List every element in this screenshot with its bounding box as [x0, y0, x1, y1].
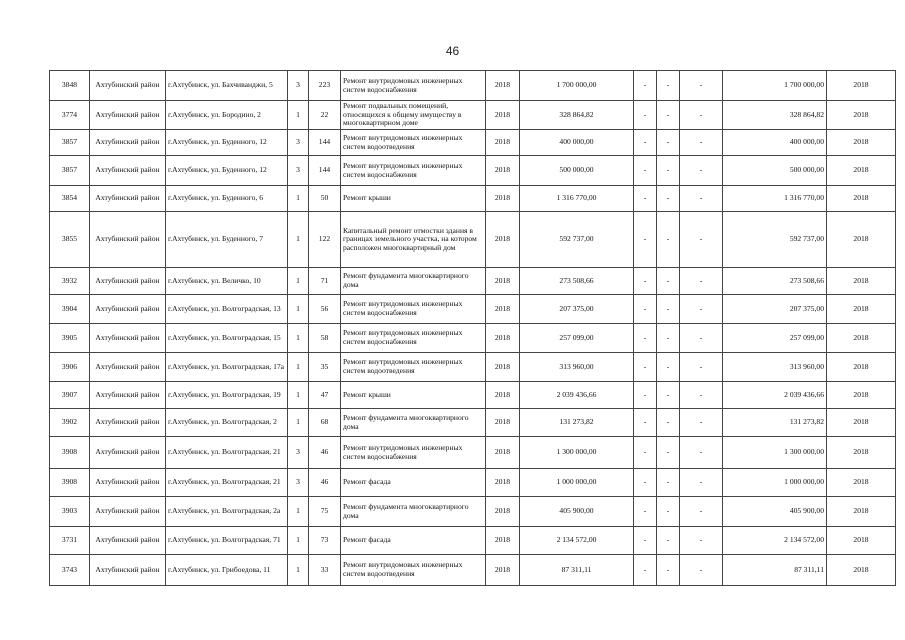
cell-completion-year: 2018 [827, 437, 896, 469]
cell-cost: 131 273,82 [520, 409, 634, 437]
cell-year: 2018 [486, 409, 520, 437]
cell-entrances: 1 [288, 295, 309, 324]
cell-work-type: Ремонт внутридомовых инженерных систем водоснабжения [341, 437, 486, 469]
cell-apartments: 73 [309, 527, 341, 555]
table-row [50, 497, 896, 527]
cell-cost-fund: 1 300 000,00 [723, 437, 827, 469]
cell-dash: - [634, 156, 657, 186]
cell-cost: 405 900,00 [520, 497, 634, 527]
cell-dash: - [680, 353, 723, 382]
cell-dash: - [680, 295, 723, 324]
cell-cost: 1 300 000,00 [520, 437, 634, 469]
cell-cost: 400 000,00 [520, 130, 634, 156]
cell-cost: 257 099,00 [520, 324, 634, 353]
cell-entrances: 1 [288, 101, 309, 130]
cell-work-type: Ремонт фундамента многоквартирного дома [341, 409, 486, 437]
cell-year: 2018 [486, 353, 520, 382]
cell-district: Ахтубинский район [90, 156, 166, 186]
cell-dash: - [634, 268, 657, 295]
cell-apartments: 71 [309, 268, 341, 295]
cell-year: 2018 [486, 469, 520, 497]
cell-completion-year: 2018 [827, 382, 896, 409]
cell-dash: - [657, 497, 680, 527]
table-row [50, 527, 896, 555]
cell-object-id: 3774 [50, 101, 90, 130]
cell-dash: - [657, 268, 680, 295]
cell-entrances: 3 [288, 71, 309, 101]
cell-cost-fund: 87 311,11 [723, 555, 827, 586]
cell-object-id: 3908 [50, 437, 90, 469]
cell-entrances: 1 [288, 555, 309, 586]
cell-object-id: 3908 [50, 469, 90, 497]
cell-cost-fund: 257 099,00 [723, 324, 827, 353]
cell-apartments: 33 [309, 555, 341, 586]
cell-cost: 207 375,00 [520, 295, 634, 324]
cell-entrances: 1 [288, 212, 309, 268]
cell-year: 2018 [486, 268, 520, 295]
cell-apartments: 122 [309, 212, 341, 268]
cell-year: 2018 [486, 156, 520, 186]
cell-cost: 1 700 000,00 [520, 71, 634, 101]
table-row [50, 130, 896, 156]
cell-work-type: Ремонт внутридомовых инженерных систем водоснабжения [341, 295, 486, 324]
cell-entrances: 3 [288, 156, 309, 186]
cell-work-type: Ремонт фасада [341, 527, 486, 555]
cell-dash: - [634, 527, 657, 555]
cell-cost-fund: 2 134 572,00 [723, 527, 827, 555]
cell-dash: - [680, 156, 723, 186]
cell-dash: - [680, 497, 723, 527]
cell-district: Ахтубинский район [90, 437, 166, 469]
cell-dash: - [634, 353, 657, 382]
cell-district: Ахтубинский район [90, 212, 166, 268]
cell-year: 2018 [486, 382, 520, 409]
cell-dash: - [634, 469, 657, 497]
cell-cost: 500 000,00 [520, 156, 634, 186]
cell-completion-year: 2018 [827, 469, 896, 497]
cell-year: 2018 [486, 71, 520, 101]
cell-entrances: 1 [288, 382, 309, 409]
cell-work-type: Ремонт подвальных помещений, относящихся к общему имуществу в многоквартирном доме [341, 101, 486, 130]
cell-year: 2018 [486, 527, 520, 555]
cell-dash: - [680, 409, 723, 437]
cell-cost-fund: 2 039 436,66 [723, 382, 827, 409]
cell-year: 2018 [486, 497, 520, 527]
cell-entrances: 1 [288, 353, 309, 382]
cell-dash: - [634, 186, 657, 212]
cell-apartments: 56 [309, 295, 341, 324]
cell-district: Ахтубинский район [90, 382, 166, 409]
cell-apartments: 46 [309, 469, 341, 497]
cell-entrances: 1 [288, 268, 309, 295]
cell-entrances: 1 [288, 324, 309, 353]
cell-dash: - [634, 130, 657, 156]
cell-object-id: 3907 [50, 382, 90, 409]
cell-dash: - [680, 437, 723, 469]
cell-dash: - [657, 353, 680, 382]
cell-object-id: 3854 [50, 186, 90, 212]
table-row [50, 101, 896, 130]
cell-entrances: 1 [288, 409, 309, 437]
cell-completion-year: 2018 [827, 101, 896, 130]
cell-dash: - [657, 71, 680, 101]
cell-district: Ахтубинский район [90, 101, 166, 130]
table-row [50, 212, 896, 268]
cell-address: г.Ахтубинск, ул. Бахчиванджи, 5 [166, 71, 288, 101]
cell-cost: 1 316 770,00 [520, 186, 634, 212]
cell-dash: - [657, 212, 680, 268]
cell-dash: - [680, 382, 723, 409]
cell-year: 2018 [486, 437, 520, 469]
cell-address: г.Ахтубинск, ул. Волгоградская, 13 [166, 295, 288, 324]
cell-object-id: 3857 [50, 130, 90, 156]
table-row [50, 268, 896, 295]
cell-cost-fund: 131 273,82 [723, 409, 827, 437]
cell-district: Ахтубинский район [90, 295, 166, 324]
cell-cost: 313 960,00 [520, 353, 634, 382]
table-row [50, 555, 896, 586]
cell-address: г.Ахтубинск, ул. Волгоградская, 2 [166, 409, 288, 437]
cell-completion-year: 2018 [827, 156, 896, 186]
cell-year: 2018 [486, 324, 520, 353]
cell-cost: 2 039 436,66 [520, 382, 634, 409]
cell-object-id: 3848 [50, 71, 90, 101]
cell-work-type: Ремонт внутридомовых инженерных систем водоснабжения [341, 324, 486, 353]
cell-completion-year: 2018 [827, 268, 896, 295]
cell-dash: - [634, 497, 657, 527]
cell-address: г.Ахтубинск, ул. Буденного, 7 [166, 212, 288, 268]
cell-work-type: Ремонт фасада [341, 469, 486, 497]
cell-dash: - [680, 212, 723, 268]
cell-entrances: 3 [288, 469, 309, 497]
cell-work-type: Ремонт фундамента многоквартирного дома [341, 497, 486, 527]
cell-completion-year: 2018 [827, 497, 896, 527]
page-number: 46 [445, 44, 460, 58]
cell-year: 2018 [486, 130, 520, 156]
cell-completion-year: 2018 [827, 295, 896, 324]
cell-entrances: 1 [288, 186, 309, 212]
cell-cost: 1 000 000,00 [520, 469, 634, 497]
cell-dash: - [634, 382, 657, 409]
cell-dash: - [680, 324, 723, 353]
table-body [50, 71, 896, 586]
cell-dash: - [657, 324, 680, 353]
cell-year: 2018 [486, 212, 520, 268]
table-row [50, 409, 896, 437]
cell-address: г.Ахтубинск, ул. Волгоградская, 17а [166, 353, 288, 382]
cell-entrances: 1 [288, 527, 309, 555]
cell-work-type: Ремонт внутридомовых инженерных систем водоотведения [341, 353, 486, 382]
cell-cost-fund: 592 737,00 [723, 212, 827, 268]
cell-dash: - [680, 469, 723, 497]
cell-dash: - [634, 101, 657, 130]
cell-dash: - [634, 212, 657, 268]
cell-address: г.Ахтубинск, ул. Волгоградская, 15 [166, 324, 288, 353]
cell-cost-fund: 1 700 000,00 [723, 71, 827, 101]
cell-apartments: 68 [309, 409, 341, 437]
cell-district: Ахтубинский район [90, 469, 166, 497]
cell-dash: - [634, 71, 657, 101]
cell-address: г.Ахтубинск, ул. Величко, 10 [166, 268, 288, 295]
cell-dash: - [680, 130, 723, 156]
cell-apartments: 46 [309, 437, 341, 469]
cell-cost-fund: 1 000 000,00 [723, 469, 827, 497]
cell-district: Ахтубинский район [90, 497, 166, 527]
cell-dash: - [657, 382, 680, 409]
cell-cost-fund: 400 000,00 [723, 130, 827, 156]
cell-object-id: 3906 [50, 353, 90, 382]
cell-dash: - [680, 268, 723, 295]
cell-district: Ахтубинский район [90, 324, 166, 353]
cell-dash: - [657, 555, 680, 586]
cell-district: Ахтубинский район [90, 527, 166, 555]
cell-dash: - [657, 101, 680, 130]
repair-schedule-table [49, 70, 896, 586]
cell-address: г.Ахтубинск, ул. Буденного, 6 [166, 186, 288, 212]
cell-apartments: 144 [309, 130, 341, 156]
cell-dash: - [634, 409, 657, 437]
table-row [50, 71, 896, 101]
cell-apartments: 35 [309, 353, 341, 382]
cell-address: г.Ахтубинск, ул. Бородино, 2 [166, 101, 288, 130]
cell-address: г.Ахтубинск, ул. Волгоградская, 71 [166, 527, 288, 555]
cell-completion-year: 2018 [827, 555, 896, 586]
cell-completion-year: 2018 [827, 353, 896, 382]
cell-cost-fund: 328 864,82 [723, 101, 827, 130]
cell-year: 2018 [486, 555, 520, 586]
cell-apartments: 144 [309, 156, 341, 186]
cell-district: Ахтубинский район [90, 409, 166, 437]
cell-completion-year: 2018 [827, 409, 896, 437]
cell-dash: - [657, 469, 680, 497]
table-row [50, 156, 896, 186]
cell-cost-fund: 207 375,00 [723, 295, 827, 324]
cell-address: г.Ахтубинск, ул. Волгоградская, 21 [166, 437, 288, 469]
cell-cost: 2 134 572,00 [520, 527, 634, 555]
cell-dash: - [634, 324, 657, 353]
cell-dash: - [680, 71, 723, 101]
cell-work-type: Ремонт внутридомовых инженерных систем водоотведения [341, 555, 486, 586]
table-row [50, 324, 896, 353]
cell-object-id: 3904 [50, 295, 90, 324]
cell-dash: - [680, 527, 723, 555]
cell-cost: 592 737,00 [520, 212, 634, 268]
cell-address: г.Ахтубинск, ул. Буденного, 12 [166, 130, 288, 156]
cell-work-type: Ремонт внутридомовых инженерных систем водоснабжения [341, 71, 486, 101]
cell-object-id: 3932 [50, 268, 90, 295]
cell-apartments: 22 [309, 101, 341, 130]
cell-year: 2018 [486, 186, 520, 212]
cell-dash: - [657, 156, 680, 186]
cell-completion-year: 2018 [827, 212, 896, 268]
cell-apartments: 223 [309, 71, 341, 101]
cell-work-type: Ремонт фундамента многоквартирного дома [341, 268, 486, 295]
cell-dash: - [634, 555, 657, 586]
cell-address: г.Ахтубинск, ул. Грибоедова, 11 [166, 555, 288, 586]
cell-dash: - [657, 186, 680, 212]
cell-address: г.Ахтубинск, ул. Волгоградская, 19 [166, 382, 288, 409]
cell-district: Ахтубинский район [90, 71, 166, 101]
cell-work-type: Ремонт крыши [341, 186, 486, 212]
cell-cost-fund: 273 508,66 [723, 268, 827, 295]
cell-entrances: 3 [288, 437, 309, 469]
cell-year: 2018 [486, 101, 520, 130]
cell-object-id: 3905 [50, 324, 90, 353]
cell-object-id: 3731 [50, 527, 90, 555]
cell-dash: - [634, 437, 657, 469]
cell-object-id: 3857 [50, 156, 90, 186]
cell-object-id: 3743 [50, 555, 90, 586]
table-row [50, 382, 896, 409]
cell-dash: - [657, 437, 680, 469]
cell-dash: - [657, 130, 680, 156]
cell-object-id: 3902 [50, 409, 90, 437]
cell-object-id: 3903 [50, 497, 90, 527]
cell-dash: - [657, 409, 680, 437]
cell-dash: - [680, 186, 723, 212]
cell-district: Ахтубинский район [90, 353, 166, 382]
cell-object-id: 3855 [50, 212, 90, 268]
cell-completion-year: 2018 [827, 130, 896, 156]
cell-completion-year: 2018 [827, 71, 896, 101]
cell-cost-fund: 500 000,00 [723, 156, 827, 186]
cell-cost: 87 311,11 [520, 555, 634, 586]
cell-completion-year: 2018 [827, 324, 896, 353]
cell-dash: - [657, 295, 680, 324]
cell-cost-fund: 313 960,00 [723, 353, 827, 382]
cell-cost-fund: 405 900,00 [723, 497, 827, 527]
cell-address: г.Ахтубинск, ул. Буденного, 12 [166, 156, 288, 186]
cell-dash: - [634, 295, 657, 324]
cell-cost: 328 864,82 [520, 101, 634, 130]
cell-district: Ахтубинский район [90, 555, 166, 586]
table-row [50, 353, 896, 382]
cell-dash: - [680, 101, 723, 130]
cell-completion-year: 2018 [827, 186, 896, 212]
table-row [50, 295, 896, 324]
cell-district: Ахтубинский район [90, 268, 166, 295]
cell-entrances: 3 [288, 130, 309, 156]
cell-completion-year: 2018 [827, 527, 896, 555]
cell-work-type: Капитальный ремонт отмостки здания в границах земельного участка, на котором расположен многоквартирный дом [341, 212, 486, 268]
cell-cost-fund: 1 316 770,00 [723, 186, 827, 212]
cell-apartments: 47 [309, 382, 341, 409]
cell-work-type: Ремонт внутридомовых инженерных систем водоснабжения [341, 156, 486, 186]
cell-entrances: 1 [288, 497, 309, 527]
cell-cost: 273 508,66 [520, 268, 634, 295]
cell-work-type: Ремонт внутридомовых инженерных систем водоотведения [341, 130, 486, 156]
cell-year: 2018 [486, 295, 520, 324]
table-row [50, 469, 896, 497]
table-row [50, 437, 896, 469]
cell-apartments: 58 [309, 324, 341, 353]
table-row [50, 186, 896, 212]
cell-apartments: 50 [309, 186, 341, 212]
cell-address: г.Ахтубинск, ул. Волгоградская, 21 [166, 469, 288, 497]
cell-work-type: Ремонт крыши [341, 382, 486, 409]
cell-apartments: 75 [309, 497, 341, 527]
cell-dash: - [657, 527, 680, 555]
cell-district: Ахтубинский район [90, 186, 166, 212]
cell-address: г.Ахтубинск, ул. Волгоградская, 2а [166, 497, 288, 527]
cell-dash: - [680, 555, 723, 586]
cell-district: Ахтубинский район [90, 130, 166, 156]
